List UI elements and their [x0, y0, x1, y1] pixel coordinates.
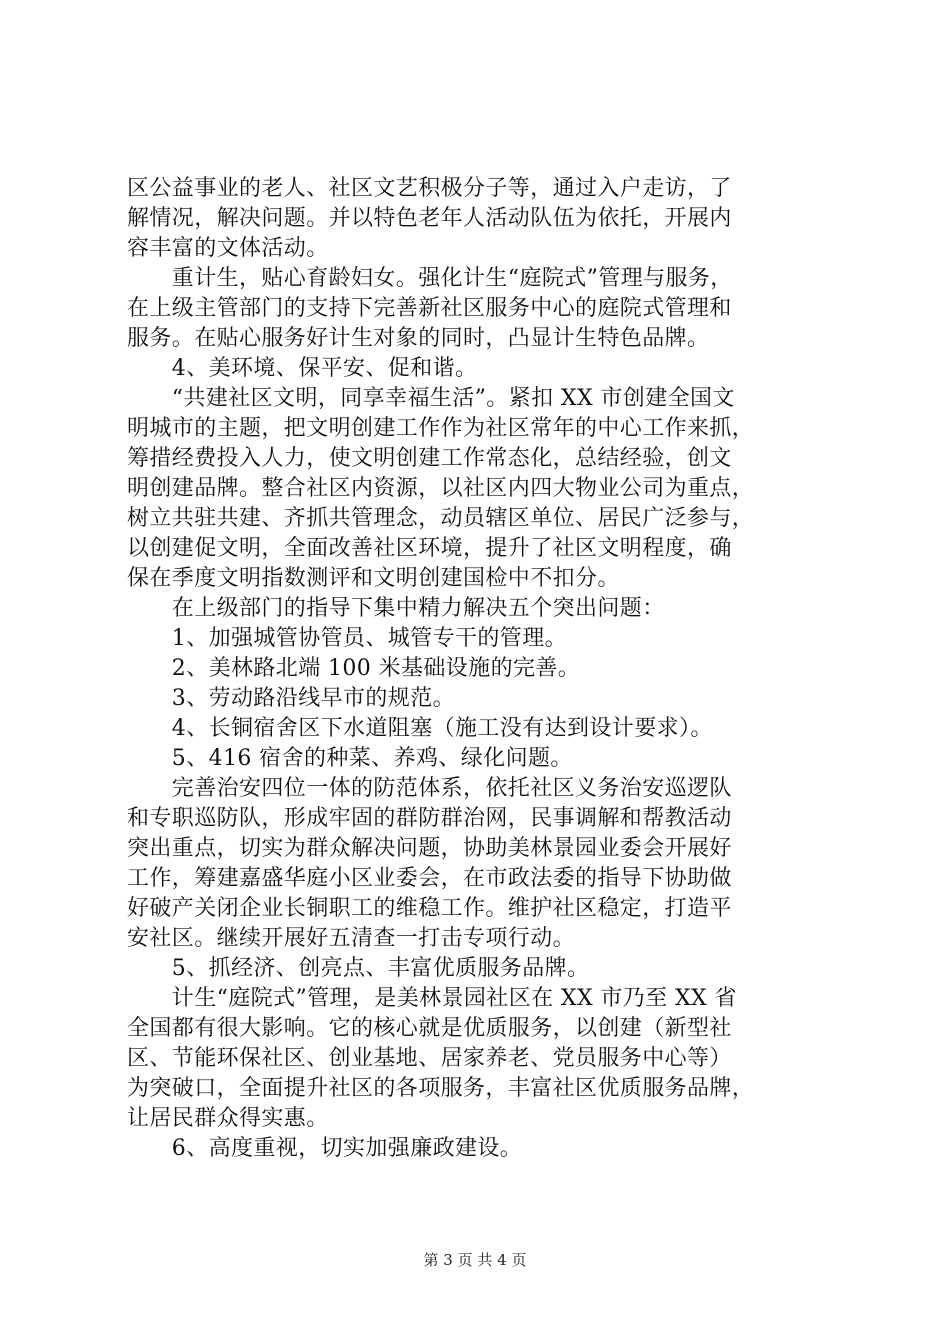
text-line: 区公益事业的老人、社区文艺积极分子等，通过入户走访，了 [127, 176, 732, 201]
text-line: 解情况，解决问题。并以特色老年人活动队伍为依托，开展内 [127, 206, 732, 231]
text-line: 服务。在贴心服务好计生对象的同时，凸显计生特色品牌。 [127, 326, 710, 351]
text-line: 1、加强城管协管员、城管专干的管理。 [127, 626, 567, 651]
text-line: 明创建品牌。整合社区内资源，以社区内四大物业公司为重点， [127, 476, 755, 501]
text-line: 5、416 宿舍的种菜、养鸡、绿化问题。 [127, 746, 573, 771]
text-line: 工作，筹建嘉盛华庭小区业委会，在市政法委的指导下协助做 [127, 866, 732, 891]
text-line: 让居民群众得实惠。 [127, 1106, 329, 1131]
text-line: 5、抓经济、创亮点、丰富优质服务品牌。 [127, 956, 590, 981]
text-line: 为突破口，全面提升社区的各项服务，丰富社区优质服务品牌， [127, 1076, 755, 1101]
text-line: 和专职巡防队，形成牢固的群防群治网，民事调解和帮教活动 [127, 806, 732, 831]
text-line: 4、长铜宿舍区下水道阻塞（施工没有达到设计要求）。 [127, 716, 713, 741]
text-line: 区、节能环保社区、创业基地、居家养老、党员服务中心等） [127, 1046, 732, 1071]
text-line: 安社区。继续开展好五清查一打击专项行动。 [127, 926, 576, 951]
text-line: 全国都有很大影响。它的核心就是优质服务，以创建（新型社 [127, 1016, 732, 1041]
text-line: 明城市的主题，把文明创建工作作为社区常年的中心工作来抓， [127, 416, 755, 441]
text-line: 2、美林路北端 100 米基础设施的完善。 [127, 656, 581, 681]
text-line: 保在季度文明指数测评和文明创建国检中不扣分。 [127, 566, 620, 591]
text-line: 容丰富的文体活动。 [127, 236, 329, 261]
text-line: “共建社区文明，同享幸福生活”。紧扣 XX 市创建全国文 [127, 386, 735, 411]
text-line: 在上级部门的指导下集中精力解决五个突出问题： [127, 596, 665, 621]
text-line: 以创建促文明，全面改善社区环境，提升了社区文明程度，确 [127, 536, 732, 561]
text-line: 树立共驻共建、齐抓共管理念，动员辖区单位、居民广泛参与， [127, 506, 755, 531]
text-line: 突出重点，切实为群众解决问题，协助美林景园业委会开展好 [127, 836, 732, 861]
text-line: 6、高度重视，切实加强廉政建设。 [127, 1136, 523, 1161]
page-number-footer: 第 3 页 共 4 页 [423, 1251, 527, 1269]
text-line: 好破产关闭企业长铜职工的维稳工作。维护社区稳定，打造平 [127, 896, 732, 921]
text-line: 4、美环境、保平安、促和谐。 [127, 356, 478, 381]
text-line: 计生“庭院式”管理，是美林景园社区在 XX 市乃至 XX 省 [127, 986, 737, 1011]
text-line: 筹措经费投入人力，使文明创建工作常态化，总结经验，创文 [127, 446, 732, 471]
text-line: 3、劳动路沿线早市的规范。 [127, 686, 455, 711]
text-line: 重计生，贴心育龄妇女。强化计生“庭院式”管理与服务， [127, 266, 733, 291]
text-line: 完善治安四位一体的防范体系，依托社区义务治安巡逻队 [127, 776, 732, 801]
text-line: 在上级主管部门的支持下完善新社区服务中心的庭院式管理和 [127, 296, 732, 321]
